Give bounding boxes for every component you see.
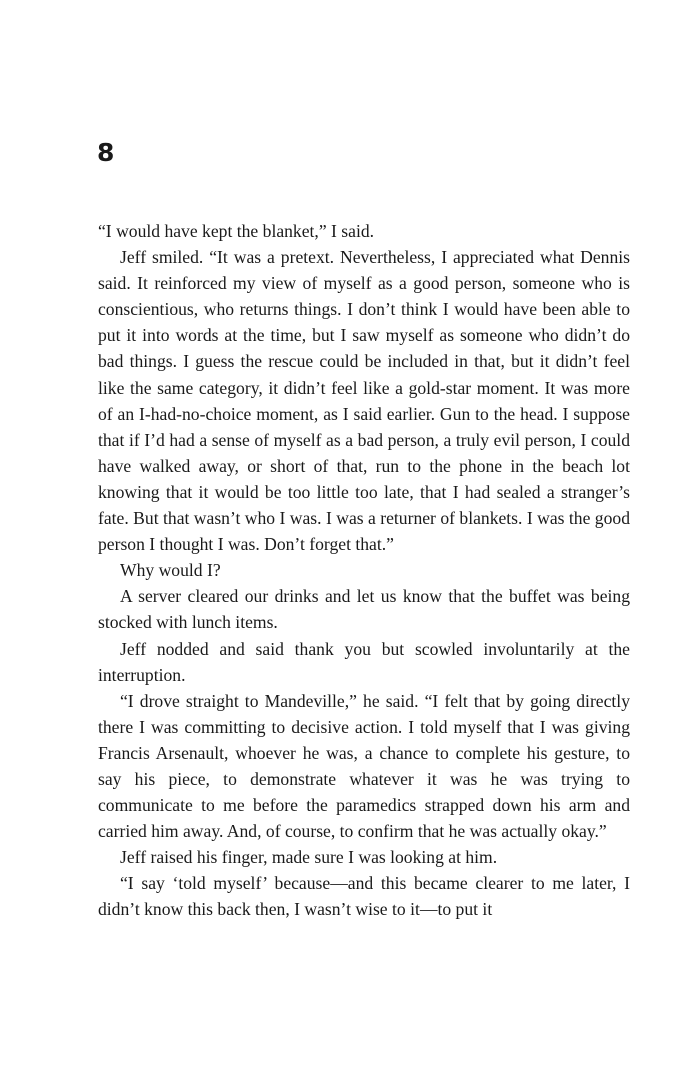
paragraph: Why would I?	[120, 560, 221, 581]
chapter-body	[98, 218, 630, 923]
paragraph: Jeff raised his finger, made sure I was looking at him.	[120, 847, 498, 868]
paragraph: “I say ‘told myself’ because—and this became clearer to me later, I didn’t know this back then, I wasn’t wise to it—to put it	[98, 873, 630, 920]
paragraph: “I would have kept the blanket,” I said.	[98, 221, 375, 241]
chapter-number: 8	[97, 138, 115, 167]
paragraph: Jeff nodded and said thank you but scowled involuntarily at the interruption.	[98, 638, 630, 685]
paragraph: “I drove straight to Mandeville,” he said. “I felt that by going directly there I was committing to decisive action. I told myself that I was giving Francis Arsenault, whoever he was, a chance to complete his gesture, to say his piece, to demonstrate whatever it was he was trying to communicate to me before the paramedics strapped down his arm and carried him away. And, of course, to confirm that he was actually okay.”	[98, 690, 630, 842]
paragraph: A server cleared our drinks and let us know that the buffet was being stocked with lunch items.	[98, 586, 630, 633]
paragraph: Jeff smiled. “It was a pretext. Nevertheless, I appreciated what Dennis said. It reinforced my view of myself as a good person, someone who is conscientious, who returns things. I don’t think I would have been able to put it into words at the time, but I saw myself as someone who didn’t do bad things. I guess the rescue could be included in that, but it didn’t feel like the same category, it didn’t feel like a gold-star moment. It was more of an I-had-no-choice moment, as I said earlier. Gun to the head. I suppose that if I’d had a sense of myself as a bad person, a truly evil person, I could have walked away, or short of that, run to the phone in the beach lot knowing that it would be too little too late, that I had sealed a stranger’s fate. But that wasn’t who I was. I was a returner of blankets. I was the good person I thought I was. Don’t forget that.”	[98, 247, 630, 555]
